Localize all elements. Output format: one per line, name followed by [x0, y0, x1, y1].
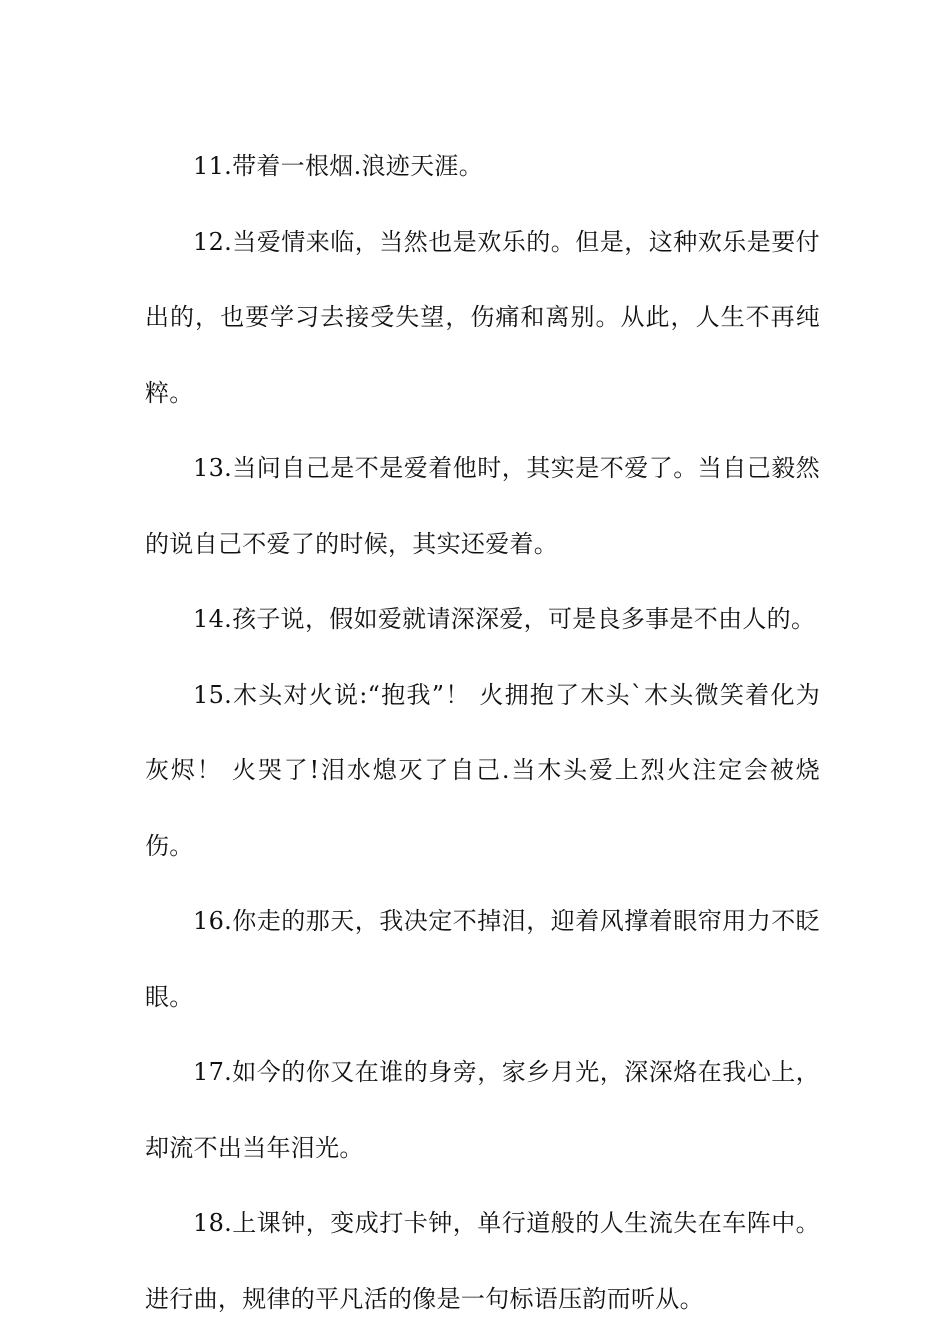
- document-body: [145, 129, 820, 1337]
- paragraph-16: 16.你走的那天，我决定不掉泪，迎着风撑着眼帘用力不眨眼。: [145, 907, 820, 1011]
- paragraph-15: 15.木头对火说:“抱我”！ 火拥抱了木头`木头微笑着化为灰烬！ 火哭了!泪水熄灭了自己.当木头爱上烈火注定会被烧伤。: [145, 680, 820, 860]
- paragraph-18: 18.上课钟，变成打卡钟，单行道般的人生流失在车阵中。进行曲，规律的平凡活的像是一句标语压韵而听从。: [145, 1209, 820, 1313]
- paragraph-14: 14.孩子说，假如爱就请深深爱，可是良多事是不由人的。: [193, 605, 816, 633]
- paragraph-17: 17.如今的你又在谁的身旁，家乡月光，深深烙在我心上，却流不出当年泪光。: [145, 1058, 820, 1162]
- paragraph-11: 11.带着一根烟.浪迹天涯。: [193, 152, 483, 180]
- paragraph-13: 13.当问自己是不是爱着他时，其实是不爱了。当自己毅然的说自己不爱了的时候，其实还爱着。: [145, 454, 820, 558]
- paragraph-12: 12.当爱情来临，当然也是欢乐的。但是，这种欢乐是要付出的，也要学习去接受失望，伤痛和离别。从此，人生不再纯粹。: [145, 227, 820, 407]
